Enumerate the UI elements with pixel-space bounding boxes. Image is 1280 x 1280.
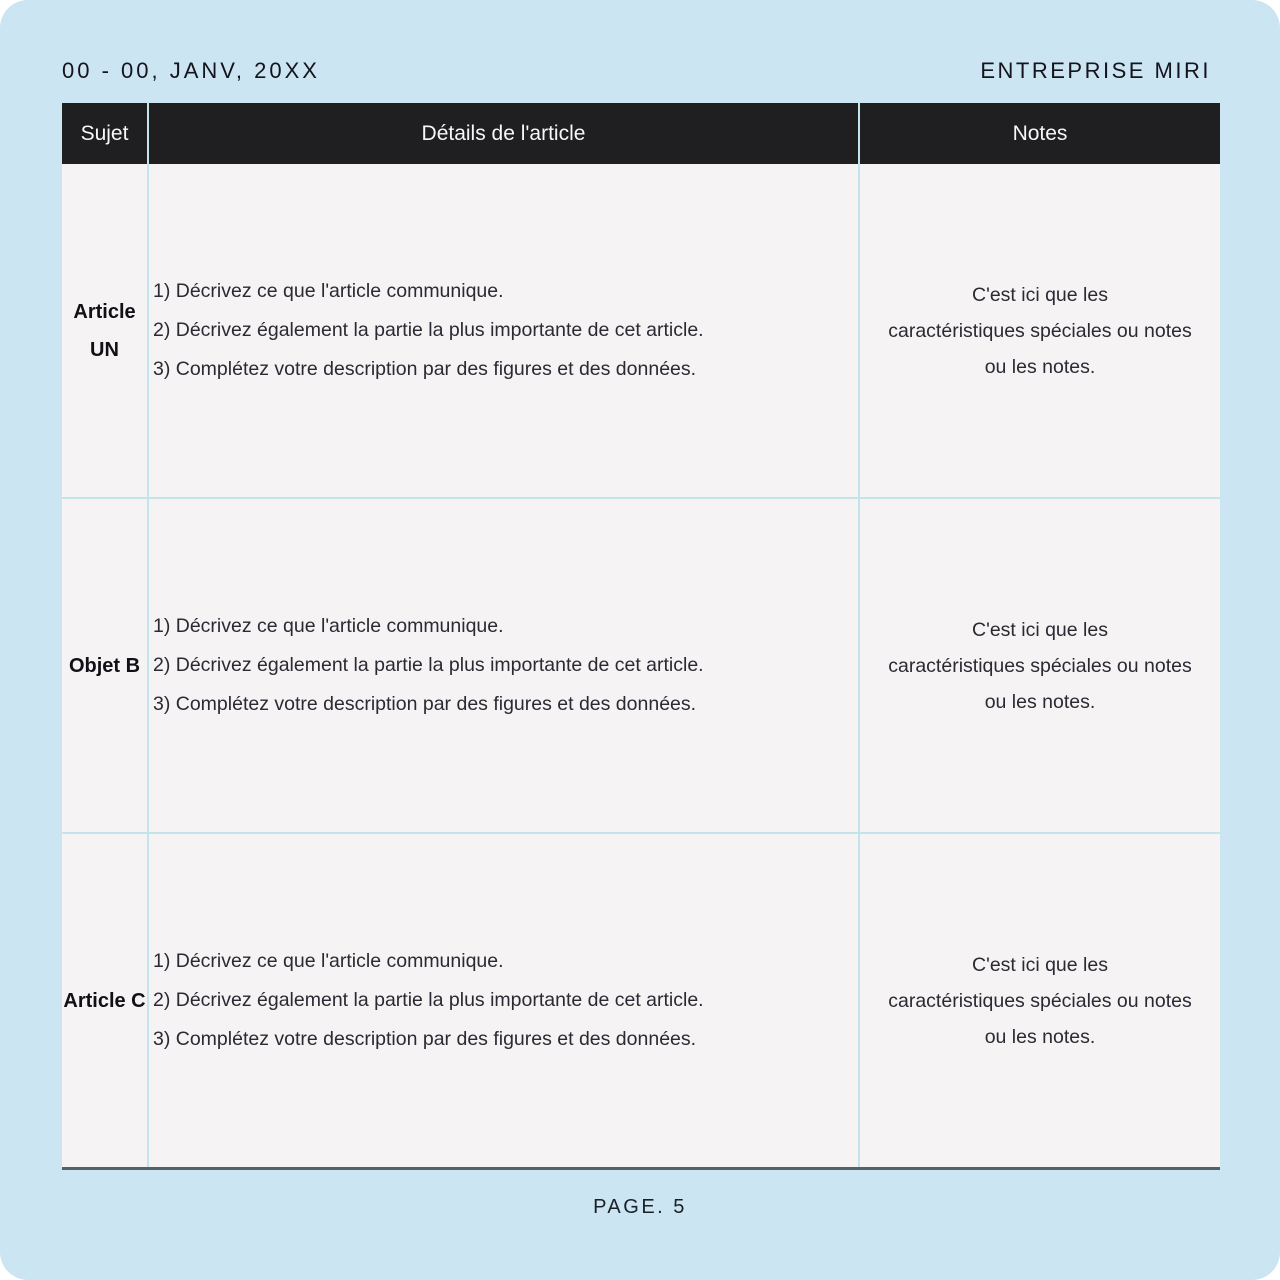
note-line: C'est ici que les	[972, 618, 1108, 641]
page-number: PAGE. 5	[593, 1196, 687, 1218]
row-notes	[860, 834, 1220, 1167]
row-notes	[860, 164, 1220, 497]
row-notes	[860, 499, 1220, 832]
note-line: caractéristiques spéciales ou notes	[888, 654, 1192, 677]
note-line: ou les notes.	[984, 1025, 1096, 1048]
row-details	[149, 164, 860, 497]
detail-line: 2) Décrivez également la partie la plus importante de cet article.	[153, 319, 704, 341]
note-line: C'est ici que les	[972, 953, 1108, 976]
detail-line: 2) Décrivez également la partie la plus importante de cet article.	[153, 654, 704, 676]
company-name: ENTREPRISE MIRI	[980, 58, 1211, 83]
detail-line: 1) Décrivez ce que l'article communique.	[153, 615, 504, 637]
row-subject: Article UN	[62, 164, 149, 497]
header-cell-subject: Sujet	[62, 103, 149, 164]
document-date: 00 - 00, JANV, 20XX	[62, 58, 320, 83]
header-cell-details: Détails de l'article	[149, 103, 860, 164]
row-details	[149, 834, 860, 1167]
table-row	[62, 164, 1220, 497]
row-subject: Objet B	[62, 499, 149, 832]
detail-line: 3) Complétez votre description par des figures et des données.	[153, 693, 697, 715]
row-subject: Article C	[62, 834, 149, 1167]
detail-line: 2) Décrivez également la partie la plus importante de cet article.	[153, 989, 704, 1011]
note-line: caractéristiques spéciales ou notes	[888, 319, 1192, 342]
detail-line: 1) Décrivez ce que l'article communique.	[153, 950, 504, 972]
table-row	[62, 497, 1220, 832]
data-table	[62, 103, 1220, 1170]
page-footer	[0, 1196, 1280, 1219]
detail-line: 1) Décrivez ce que l'article communique.	[153, 280, 504, 302]
note-line: ou les notes.	[984, 355, 1096, 378]
row-details	[149, 499, 860, 832]
detail-line: 3) Complétez votre description par des figures et des données.	[153, 358, 697, 380]
note-line: C'est ici que les	[972, 283, 1108, 306]
header-cell-notes: Notes	[1012, 121, 1068, 145]
note-line: ou les notes.	[984, 690, 1096, 713]
table-header-row	[62, 103, 1220, 164]
topbar	[0, 0, 1280, 84]
detail-line: 3) Complétez votre description par des figures et des données.	[153, 1028, 697, 1050]
note-line: caractéristiques spéciales ou notes	[888, 989, 1192, 1012]
table-row	[62, 832, 1220, 1167]
table-body	[62, 164, 1220, 1167]
